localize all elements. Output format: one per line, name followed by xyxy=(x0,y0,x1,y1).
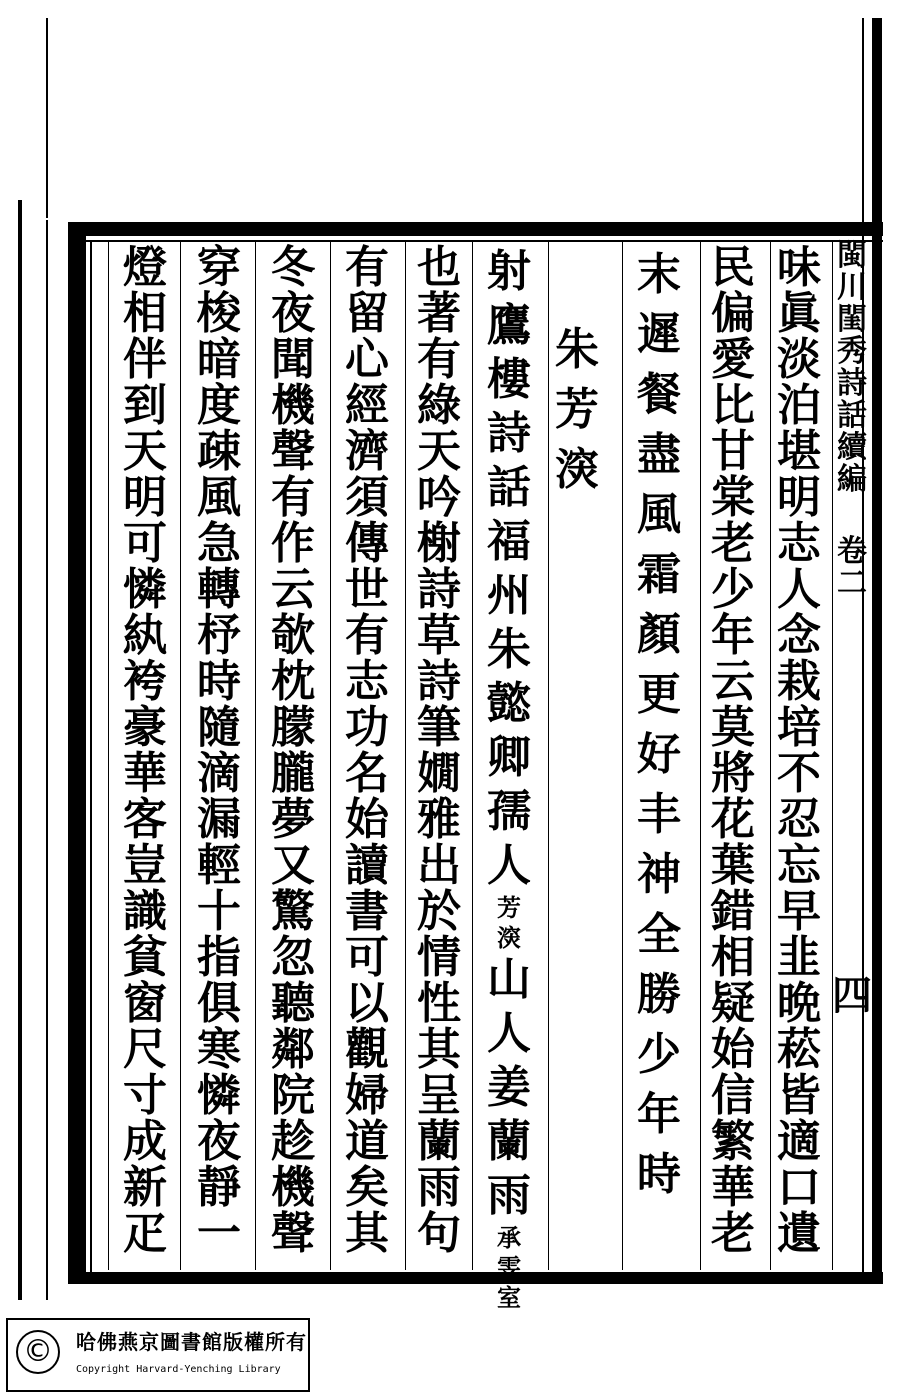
glyph: 甘 xyxy=(711,426,755,477)
glyph: 年 xyxy=(711,610,755,661)
glyph: 觀 xyxy=(345,1024,389,1075)
glyph: 憐 xyxy=(197,1070,241,1121)
glyph: 姜 xyxy=(487,1062,531,1113)
glyph: 有 xyxy=(345,242,389,293)
glyph: 信 xyxy=(711,1070,755,1121)
glyph: 愛 xyxy=(711,334,755,385)
glyph: 閩 xyxy=(837,238,867,273)
glyph: 少 xyxy=(637,1029,681,1080)
left-border-thick xyxy=(68,222,86,1284)
glyph: 人 xyxy=(487,1008,531,1059)
glyph: 風 xyxy=(197,472,241,523)
glyph: 嫺 xyxy=(417,748,461,799)
glyph: 度 xyxy=(197,380,241,431)
text-column-7 xyxy=(412,242,466,1275)
glyph: 懿 xyxy=(487,678,531,729)
glyph: 夢 xyxy=(271,794,315,845)
glyph: 驚 xyxy=(271,886,315,937)
glyph: 川 xyxy=(837,270,867,305)
glyph: 情 xyxy=(417,932,461,983)
glyph: 疎 xyxy=(197,426,241,477)
glyph: 詩 xyxy=(417,564,461,615)
glyph: 丰 xyxy=(637,789,681,840)
glyph: 明 xyxy=(123,472,167,523)
glyph: 閨 xyxy=(837,302,867,337)
column-divider xyxy=(405,240,406,1270)
glyph: 成 xyxy=(123,1116,167,1167)
glyph: 吟 xyxy=(417,472,461,523)
glyph: 明 xyxy=(777,472,821,523)
glyph: 更 xyxy=(637,669,681,720)
glyph: 莫 xyxy=(711,702,755,753)
glyph: 適 xyxy=(777,1116,821,1167)
glyph: 年 xyxy=(637,1089,681,1140)
glyph: 州 xyxy=(487,570,531,621)
glyph: 榭 xyxy=(417,518,461,569)
column-divider xyxy=(255,240,256,1270)
glyph: 疑 xyxy=(711,978,755,1029)
glyph: 寸 xyxy=(123,1070,167,1121)
glyph: 霜 xyxy=(637,549,681,600)
glyph: 射 xyxy=(487,246,531,297)
glyph: 時 xyxy=(637,1149,681,1200)
glyph: 皆 xyxy=(777,1070,821,1121)
glyph: 民 xyxy=(711,242,755,293)
text-column-9 xyxy=(266,242,320,1275)
glyph: 聽 xyxy=(271,978,315,1029)
glyph: 味 xyxy=(777,242,821,293)
glyph: 少 xyxy=(711,564,755,615)
glyph: 蘭 xyxy=(417,1116,461,1167)
glyph: 比 xyxy=(711,380,755,431)
glyph: 淡 xyxy=(777,334,821,385)
column-divider xyxy=(108,240,109,1270)
glyph: 早 xyxy=(777,886,821,937)
glyph: 泊 xyxy=(777,380,821,431)
glyph: 孺 xyxy=(487,786,531,837)
glyph: 編 xyxy=(837,462,867,497)
glyph: 志 xyxy=(777,518,821,569)
glyph: 鷹 xyxy=(487,300,531,351)
glyph: 相 xyxy=(711,932,755,983)
glyph: 話 xyxy=(487,462,531,513)
glyph: 栽 xyxy=(777,656,821,707)
glyph: 靜 xyxy=(197,1162,241,1213)
glyph: 卷 xyxy=(837,534,867,569)
glyph: 雅 xyxy=(417,794,461,845)
glyph: 冬 xyxy=(271,242,315,293)
glyph: 讀 xyxy=(345,840,389,891)
glyph: 趁 xyxy=(271,1116,315,1167)
glyph: 性 xyxy=(417,978,461,1029)
glyph: 客 xyxy=(123,794,167,845)
glyph: 花 xyxy=(711,794,755,845)
glyph: 須 xyxy=(345,472,389,523)
glyph: 人 xyxy=(777,564,821,615)
glyph: 福 xyxy=(487,516,531,567)
glyph: 杼 xyxy=(197,610,241,661)
glyph: 朦 xyxy=(271,702,315,753)
copyright-stamp xyxy=(6,1318,310,1392)
glyph: 漏 xyxy=(197,794,241,845)
glyph: 識 xyxy=(123,886,167,937)
column-divider xyxy=(622,240,623,1270)
glyph: 伴 xyxy=(123,334,167,385)
glyph: 續 xyxy=(837,430,867,465)
glyph: 錯 xyxy=(711,886,755,937)
top-border-thin xyxy=(68,240,883,242)
glyph: 輕 xyxy=(197,840,241,891)
outer-left-line-2 xyxy=(46,220,48,1300)
glyph: 雨 xyxy=(487,1170,531,1221)
glyph: 矣 xyxy=(345,1162,389,1213)
glyph: 志 xyxy=(345,656,389,707)
glyph: 隨 xyxy=(197,702,241,753)
glyph: 豪 xyxy=(123,702,167,753)
glyph: 指 xyxy=(197,932,241,983)
glyph: 句 xyxy=(417,1208,461,1259)
glyph: 始 xyxy=(345,794,389,845)
glyph: 㴱 xyxy=(555,444,599,495)
text-column-2 xyxy=(706,242,760,1275)
glyph: 人 xyxy=(487,840,531,891)
glyph: 詩 xyxy=(837,366,867,401)
glyph: 勝 xyxy=(637,969,681,1020)
glyph: 貧 xyxy=(123,932,167,983)
glyph: 欹 xyxy=(271,610,315,661)
text-column-11 xyxy=(118,242,172,1275)
column-divider xyxy=(472,240,473,1270)
outer-left-line xyxy=(18,200,22,1300)
glyph: 書 xyxy=(345,886,389,937)
text-column-3 xyxy=(632,245,686,1275)
glyph: 雨 xyxy=(417,1162,461,1213)
glyph: 秀 xyxy=(837,334,867,369)
glyph: 以 xyxy=(345,978,389,1029)
right-border-thick xyxy=(872,18,882,1284)
glyph: 朧 xyxy=(271,748,315,799)
glyph: 偏 xyxy=(711,288,755,339)
glyph: 夜 xyxy=(197,1116,241,1167)
glyph: 其 xyxy=(345,1208,389,1259)
glyph: 燈 xyxy=(123,242,167,293)
glyph: 堪 xyxy=(777,426,821,477)
glyph: 筆 xyxy=(417,702,461,753)
glyph: 有 xyxy=(271,472,315,523)
glyph: 晩 xyxy=(777,978,821,1029)
top-left-line xyxy=(46,18,48,218)
glyph: 天 xyxy=(417,426,461,477)
glyph: 豈 xyxy=(123,840,167,891)
book-title xyxy=(838,240,866,496)
glyph: 可 xyxy=(123,518,167,569)
glyph: 著 xyxy=(417,288,461,339)
glyph: 到 xyxy=(123,380,167,431)
glyph: 始 xyxy=(711,1024,755,1075)
glyph: 草 xyxy=(417,610,461,661)
glyph: 又 xyxy=(271,840,315,891)
glyph: 穿 xyxy=(197,242,241,293)
glyph: 詩 xyxy=(417,656,461,707)
glyph: 云 xyxy=(711,656,755,707)
glyph: 話 xyxy=(837,398,867,433)
glyph: 風 xyxy=(637,489,681,540)
interlinear-note: 芳 㴱 xyxy=(497,893,521,952)
glyph: 蘭 xyxy=(487,1116,531,1167)
glyph: 卿 xyxy=(487,732,531,783)
glyph: 忍 xyxy=(777,794,821,845)
glyph: 全 xyxy=(637,909,681,960)
glyph: 俱 xyxy=(197,978,241,1029)
column-divider xyxy=(180,240,181,1270)
glyph: 道 xyxy=(345,1116,389,1167)
glyph: 窗 xyxy=(123,978,167,1029)
glyph: 其 xyxy=(417,1024,461,1075)
glyph: 詩 xyxy=(487,408,531,459)
glyph: 葉 xyxy=(711,840,755,891)
glyph: 十 xyxy=(197,886,241,937)
glyph: 袴 xyxy=(123,656,167,707)
glyph: 有 xyxy=(345,610,389,661)
glyph: 將 xyxy=(711,748,755,799)
glyph: 聲 xyxy=(271,1208,315,1259)
text-column-10 xyxy=(192,242,246,1275)
glyph: 華 xyxy=(711,1162,755,1213)
glyph: 一 xyxy=(197,1208,241,1259)
glyph: 新 xyxy=(123,1162,167,1213)
glyph: 天 xyxy=(123,426,167,477)
glyph: 忽 xyxy=(271,932,315,983)
glyph: 不 xyxy=(777,748,821,799)
column-divider xyxy=(832,240,833,1270)
glyph: 末 xyxy=(637,249,681,300)
glyph: 心 xyxy=(345,334,389,385)
glyph: 遺 xyxy=(777,1208,821,1259)
glyph: 尺 xyxy=(123,1024,167,1075)
glyph: 忘 xyxy=(777,840,821,891)
glyph: 梭 xyxy=(197,288,241,339)
glyph: 於 xyxy=(417,886,461,937)
glyph: 念 xyxy=(777,610,821,661)
column-divider xyxy=(770,240,771,1270)
margin-column xyxy=(832,238,872,1270)
glyph: 憐 xyxy=(123,564,167,615)
glyph: 疋 xyxy=(123,1208,167,1259)
glyph: 出 xyxy=(417,840,461,891)
glyph: 濟 xyxy=(345,426,389,477)
glyph: 轉 xyxy=(197,564,241,615)
glyph: 機 xyxy=(271,1162,315,1213)
copyright-icon: © xyxy=(16,1330,60,1374)
top-border-thick xyxy=(68,222,883,236)
glyph: 留 xyxy=(345,288,389,339)
glyph: 餐 xyxy=(637,369,681,420)
glyph: 急 xyxy=(197,518,241,569)
page-number xyxy=(832,972,872,1019)
glyph: 綠 xyxy=(417,380,461,431)
glyph: 功 xyxy=(345,702,389,753)
glyph: 朱 xyxy=(487,624,531,675)
glyph: 相 xyxy=(123,288,167,339)
glyph: 鄰 xyxy=(271,1024,315,1075)
left-border-thin xyxy=(90,240,92,1275)
column-divider xyxy=(548,240,549,1270)
copyright-english: Copyright Harvard-Yenching Library xyxy=(76,1364,281,1375)
bottom-border-thick xyxy=(68,1272,883,1284)
glyph: 世 xyxy=(345,564,389,615)
glyph: 山 xyxy=(487,954,531,1005)
column-divider xyxy=(330,240,331,1270)
glyph: 也 xyxy=(417,242,461,293)
text-column-6 xyxy=(482,245,536,1312)
glyph: 韭 xyxy=(777,932,821,983)
glyph: 棠 xyxy=(711,472,755,523)
glyph: 盡 xyxy=(637,429,681,480)
glyph: 枕 xyxy=(271,656,315,707)
glyph: 老 xyxy=(711,518,755,569)
glyph: 遲 xyxy=(637,309,681,360)
glyph: 時 xyxy=(197,656,241,707)
glyph: 寒 xyxy=(197,1024,241,1075)
text-column-8 xyxy=(340,242,394,1275)
glyph: 神 xyxy=(637,849,681,900)
glyph: 四 xyxy=(832,972,872,1019)
glyph: 繁 xyxy=(711,1116,755,1167)
glyph: 有 xyxy=(417,334,461,385)
glyph: 院 xyxy=(271,1070,315,1121)
glyph: 好 xyxy=(637,729,681,780)
copyright-chinese: 哈佛燕京圖書館版權所有 xyxy=(76,1330,307,1354)
glyph: 婦 xyxy=(345,1070,389,1121)
column-divider xyxy=(700,240,701,1270)
glyph: 朱 xyxy=(555,324,599,375)
glyph: 二 xyxy=(837,566,867,601)
glyph: 華 xyxy=(123,748,167,799)
glyph: 眞 xyxy=(777,288,821,339)
glyph: 口 xyxy=(777,1162,821,1213)
glyph: 老 xyxy=(711,1208,755,1259)
glyph: 機 xyxy=(271,380,315,431)
glyph: 顏 xyxy=(637,609,681,660)
glyph: 夜 xyxy=(271,288,315,339)
glyph: 暗 xyxy=(197,334,241,385)
glyph: 樓 xyxy=(487,354,531,405)
glyph: 名 xyxy=(345,748,389,799)
interlinear-note: 承 雯 室 xyxy=(497,1223,521,1312)
glyph: 菘 xyxy=(777,1024,821,1075)
text-column-1 xyxy=(772,242,826,1275)
glyph: 可 xyxy=(345,932,389,983)
glyph: 芳 xyxy=(555,384,599,435)
glyph: 滴 xyxy=(197,748,241,799)
author-heading-column xyxy=(550,320,604,1350)
glyph: 作 xyxy=(271,518,315,569)
glyph: 呈 xyxy=(417,1070,461,1121)
glyph: 聞 xyxy=(271,334,315,385)
volume-label xyxy=(838,536,866,600)
glyph: 聲 xyxy=(271,426,315,477)
glyph: 紈 xyxy=(123,610,167,661)
glyph: 培 xyxy=(777,702,821,753)
glyph: 傳 xyxy=(345,518,389,569)
glyph: 經 xyxy=(345,380,389,431)
glyph: 云 xyxy=(271,564,315,615)
